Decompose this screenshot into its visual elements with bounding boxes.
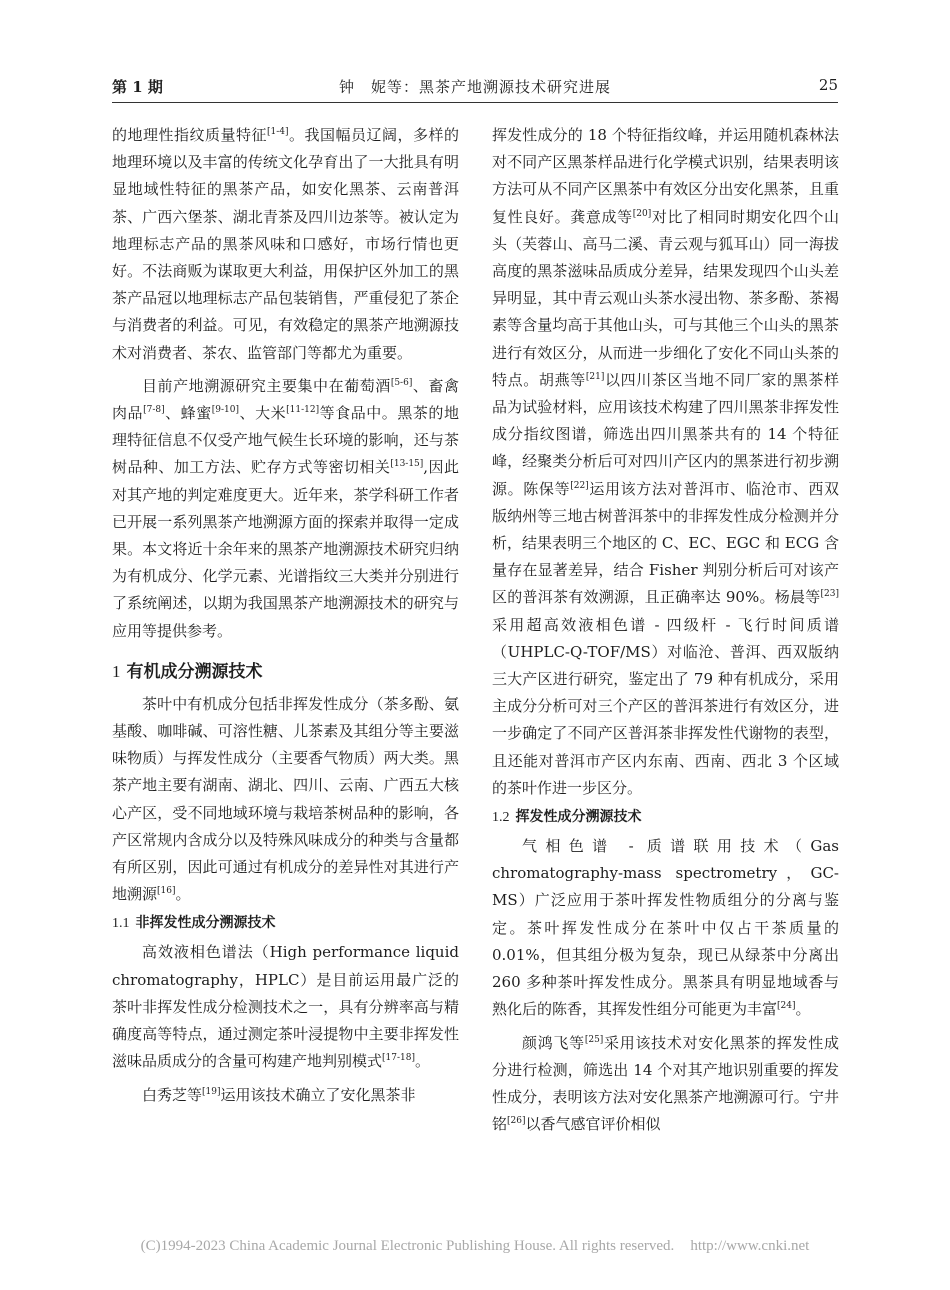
citation-ref[interactable]: [1-4] bbox=[266, 127, 289, 137]
right-column bbox=[492, 122, 839, 1138]
citation-ref[interactable]: [24] bbox=[777, 1001, 796, 1012]
citation-ref[interactable]: [13-15] bbox=[390, 459, 424, 470]
copyright-footer bbox=[0, 1238, 950, 1255]
citation-ref[interactable]: [7-8] bbox=[143, 405, 165, 416]
citation-ref[interactable]: [20] bbox=[632, 208, 652, 219]
running-title: 钟 妮等：黑茶产地溯源技术研究进展 bbox=[338, 78, 611, 96]
subsection-heading: 1.1 非挥发性成分溯源技术 bbox=[112, 915, 276, 932]
paragraph: 白秀芝等[19]运用该技术确立了安化黑茶非 bbox=[142, 1085, 416, 1104]
citation-ref[interactable]: [21] bbox=[585, 371, 605, 382]
left-column bbox=[112, 122, 459, 1109]
paragraph: 颜鸿飞等[25]采用该技术对安化黑茶的挥发性成分进行检测，筛选出 14 个对其产地识别重要的挥发性成分，表明该方法对安化黑茶产地溯源可行。宁井铭[26]以香气感官评价相似 bbox=[492, 1033, 839, 1134]
paragraph: 的地理性指纹质量特征[1-4]。我国幅员辽阔，多样的地理环境以及丰富的传统文化孕育出了一大批具有明显地域性特征的黑茶产品，如安化黑茶、云南普洱茶、广西六堡茶、湖北青茶及四川边茶等。被认定为地理标志产品的黑茶风味和口感好，市场行情也更好。不法商贩为谋取更大利益，用保护区外加工的黑茶产品冠以地理标志产品包装销售，严重侵犯了茶企与消费者的利益。可见，有效稳定的黑茶产地溯源技术对消费者、茶农、监管部门等都尤为重要。 bbox=[112, 126, 459, 362]
citation-ref[interactable]: [19] bbox=[202, 1086, 221, 1097]
citation-ref[interactable]: [17-18] bbox=[382, 1053, 415, 1064]
citation-ref[interactable]: [22] bbox=[570, 480, 589, 491]
citation-ref[interactable]: [11-12] bbox=[286, 405, 320, 416]
running-header bbox=[112, 76, 838, 103]
citation-ref[interactable]: [23] bbox=[820, 589, 839, 600]
citation-ref[interactable]: [16] bbox=[157, 886, 176, 897]
citation-ref[interactable]: [5-6] bbox=[390, 377, 413, 388]
subsection-heading: 1.2 挥发性成分溯源技术 bbox=[492, 809, 642, 826]
copyright-text: (C)1994-2023 China Academic Journal Electronic Publishing House. All rights reserved. bbox=[140, 1238, 675, 1254]
footer-link[interactable]: http://www.cnki.net bbox=[690, 1238, 810, 1254]
paragraph: 目前产地溯源研究主要集中在葡萄酒[5-6]、畜禽肉品[7-8]、蜂蜜[9-10]、大米[11-12]等食品中。黑茶的地理特征信息不仅受产地气候生长环境的影响，还与茶树品种、加工方法、贮存方式等密切相关[13-15],因此对其产地的判定难度更大。近年来，茶学科研工作者已开展一系列黑茶产地溯源方面的探索并取得一定成果。本文将近十余年来的黑茶产地溯源技术研究归纳为有机成分、化学元素、光谱指纹三大类并分别进行了系统阐述，以期为我国黑茶产地溯源技术的研究与应用等提供参考。 bbox=[112, 376, 459, 640]
section-heading: 1 有机成分溯源技术 bbox=[112, 661, 263, 682]
citation-ref[interactable]: [26] bbox=[507, 1116, 526, 1127]
citation-ref[interactable]: [25] bbox=[584, 1034, 604, 1045]
citation-ref[interactable]: [9-10] bbox=[211, 405, 239, 416]
paragraph: 挥发性成分的 18 个特征指纹峰，并运用随机森林法对不同产区黑茶样品进行化学模式识别，结果表明该方法可从不同产区黑茶中有效区分出安化黑茶，且重复性良好。龚意成等[20]对比了相同时期安化四个山头（芙蓉山、高马二溪、青云观与狐耳山）同一海拔高度的黑茶滋味品质成分差异，结果发现四个山头差异明显，其中青云观山头茶水浸出物、茶多酚、茶褐素等含量均高于其他山头，可与其他三个山头的黑茶进行有效区分，从而进一步细化了安化不同山头茶的特点。胡燕等[21]以四川茶区当地不同厂家的黑茶样品为试验材料，应用该技术构建了四川黑茶非挥发性成分指纹图谱，筛选出四川黑茶共有的 14 个特征峰，经聚类分析后可对四川产区内的黑茶进行初步溯源。陈保等[22]运用该方法对普洱市、临沧市、西双版纳州等三地古树普洱茶中的非挥发性成分检测并分析，结果表明三个地区的 C、EC、EGC 和 ECG 含量存在显著差异，结合 Fisher 判别分析后可对该产区的普洱茶有效溯源，且正确率达 90%。杨晨等[23]采用超高效液相色谱 - 四级杆 - 飞行时间质谱（UHPLC-Q-TOF/MS）对临沧、普洱、西双版纳三大产区进行研究，鉴定出了 79 种有机成分，采用主成分分析可对三个产区的普洱茶进行有效区分，进一步确定了不同产区普洱茶非挥发性代谢物的表型，且还能对普洱市产区内东南、西南、西北 3 个区域的茶叶作进一步区分。 bbox=[492, 126, 839, 797]
paragraph: 茶叶中有机成分包括非挥发性成分（茶多酚、氨基酸、咖啡碱、可溶性糖、儿茶素及其组分等主要滋味物质）与挥发性成分（主要香气物质）两大类。黑茶产地主要有湖南、湖北、四川、云南、广西五大核心产区，受不同地域环境与栽培茶树品种的影响，各产区常规内含成分以及特殊风味成分的种类与含量都有所区别，因此可通过有机成分的差异性对其进行产地溯源[16]。 bbox=[112, 694, 459, 904]
paragraph: 气相色谱 - 质谱联用技术（Gas chromatography-mass spectrometry，GC-MS）广泛应用于茶叶挥发性物质组分的分离与鉴定。茶叶挥发性成分在茶叶中仅占干茶质量的 0.01%，但其组分极为复杂，现已从绿茶中分离出 260 多种茶叶挥发性成分。黑茶具有明显地域香与熟化后的陈香，其挥发性组分可能更为丰富[24]。 bbox=[492, 837, 839, 1019]
page-number: 25 bbox=[818, 76, 838, 94]
issue-label: 第 1 期 bbox=[112, 78, 163, 96]
paragraph: 高效液相色谱法（High performance liquid chromatography，HPLC）是目前运用最广泛的茶叶非挥发性成分检测技术之一，具有分辨率高与精确度高等特点，通过测定茶叶浸提物中主要非挥发性滋味品质成分的含量可构建产地判别模式[17-18]。 bbox=[112, 943, 459, 1071]
